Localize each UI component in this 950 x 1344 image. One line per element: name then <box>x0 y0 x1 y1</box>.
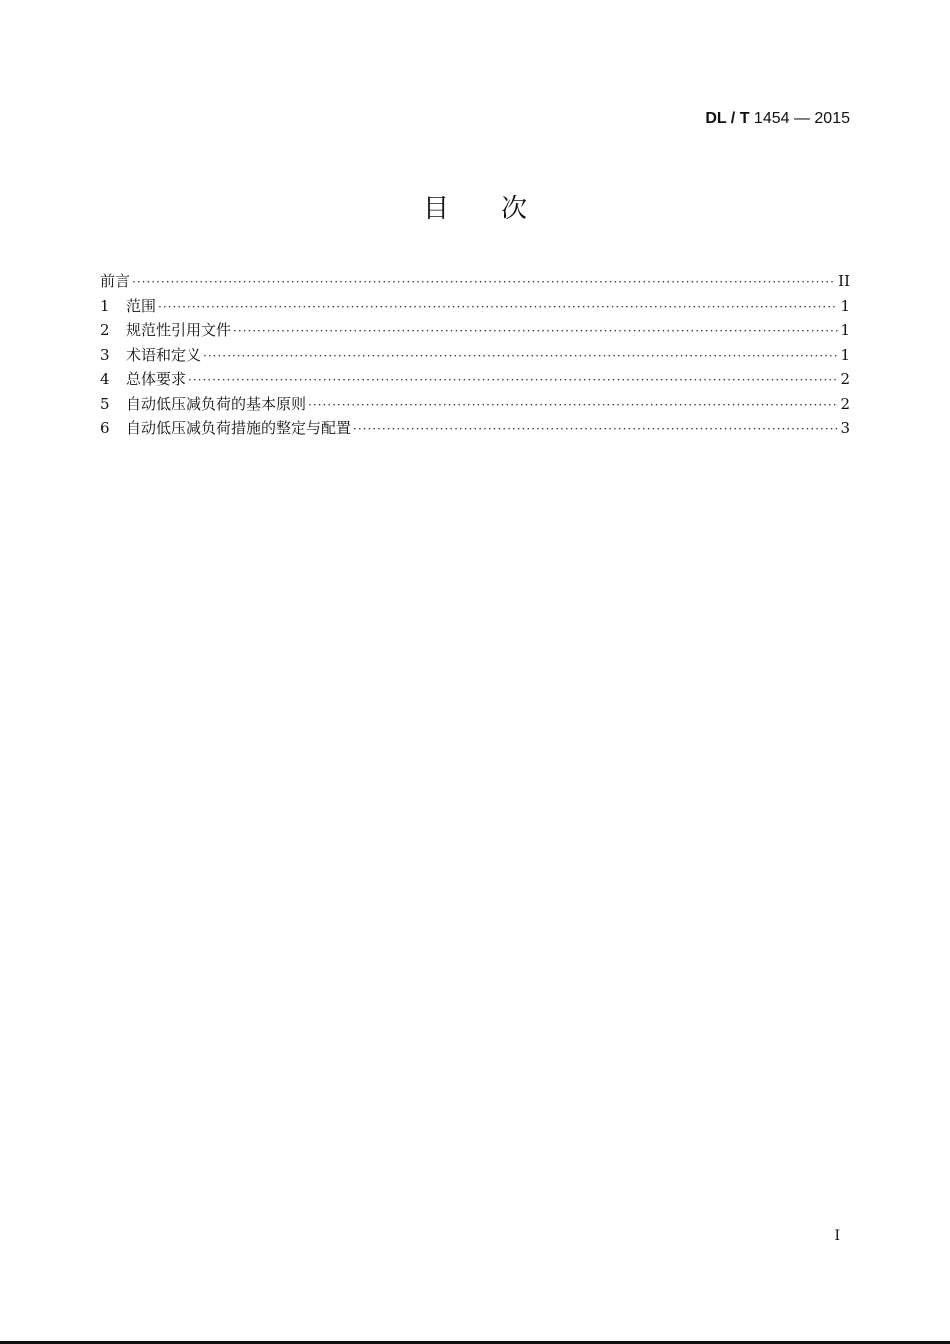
standard-code: DL / T <box>705 110 750 127</box>
table-of-contents <box>100 270 850 442</box>
toc-entry-label: 前言 <box>100 272 131 290</box>
toc-entry-label: 术语和定义 <box>126 345 202 364</box>
toc-dot-leader <box>353 418 838 440</box>
toc-entry-page: 3 <box>840 419 850 437</box>
toc-entry-page: II <box>838 272 850 290</box>
toc-dot-leader <box>203 345 838 367</box>
toc-entry-page: 2 <box>840 370 850 388</box>
toc-entry-3[interactable] <box>100 344 850 369</box>
toc-entry-number: 6 <box>100 419 110 437</box>
toc-entry-label: 总体要求 <box>126 370 187 388</box>
page-number: I <box>834 1228 840 1244</box>
toc-entry-number: 3 <box>100 345 110 364</box>
toc-entry-page: 1 <box>840 296 850 315</box>
toc-entry-number: 4 <box>100 370 110 388</box>
toc-entry-label: 范围 <box>126 296 157 315</box>
toc-entry-5[interactable] <box>100 393 850 418</box>
toc-entry-number: 1 <box>100 296 110 315</box>
toc-dot-leader <box>158 296 838 318</box>
toc-entry-preface[interactable] <box>100 270 850 295</box>
toc-dot-leader <box>233 320 838 342</box>
toc-entry-label: 自动低压减负荷的基本原则 <box>126 394 307 413</box>
toc-entry-label: 规范性引用文件 <box>126 321 232 339</box>
page-title: 目次 <box>422 194 579 224</box>
toc-entry-page: 1 <box>840 321 850 339</box>
toc-entry-1[interactable] <box>100 295 850 320</box>
toc-dot-leader <box>308 394 838 416</box>
toc-entry-page: 1 <box>840 345 850 364</box>
toc-entry-2[interactable] <box>100 319 850 344</box>
standard-number: 1454 — 2015 <box>753 110 850 127</box>
toc-entry-6[interactable] <box>100 417 850 442</box>
standard-header <box>705 110 850 128</box>
toc-entry-page: 2 <box>840 394 850 413</box>
toc-dot-leader <box>132 271 836 293</box>
toc-entry-number: 2 <box>100 321 110 339</box>
toc-entry-4[interactable] <box>100 368 850 393</box>
toc-dot-leader <box>188 369 838 391</box>
toc-entry-label: 自动低压减负荷措施的整定与配置 <box>126 419 352 437</box>
toc-entry-number: 5 <box>100 394 110 413</box>
